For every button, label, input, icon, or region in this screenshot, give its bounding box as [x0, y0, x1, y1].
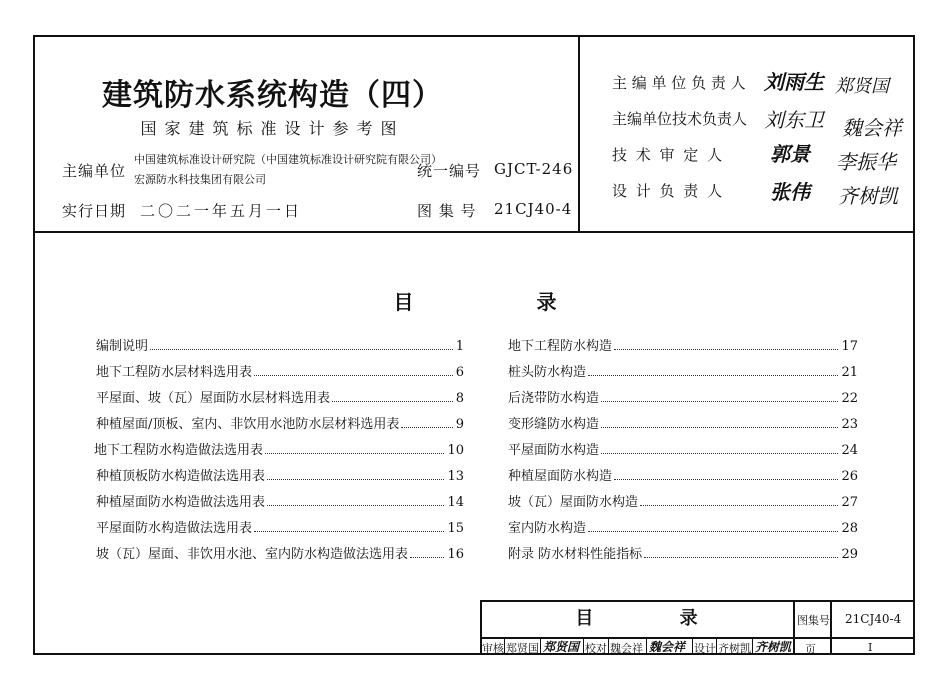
toc-leader: [588, 531, 838, 532]
toc-item-name: 坡（瓦）屋面、非饮用水池、室内防水构造做法选用表: [96, 547, 409, 562]
toc-leader: [150, 349, 453, 350]
toc-item[interactable]: [508, 335, 858, 355]
design-name: 齐树凯: [718, 642, 751, 655]
role-tech-head: 主编单位技术负责人: [612, 110, 748, 128]
toc-item-name: 坡（瓦）屋面防水构造: [508, 495, 639, 510]
toc-leader: [601, 427, 838, 428]
review-name: 郑贤国: [506, 642, 539, 655]
signature-tech-head: 刘东卫: [764, 108, 824, 132]
cell-divider: [540, 637, 541, 655]
toc-item[interactable]: [96, 491, 464, 511]
toc-item-page: 13: [447, 469, 464, 484]
cell-divider: [692, 637, 693, 655]
toc-leader: [644, 557, 838, 558]
role-design-head: 设 计 负 责 人: [612, 182, 723, 200]
toc-item-name: 种植屋面防水构造做法选用表: [96, 495, 266, 510]
toc-item-name: 种植屋面防水构造: [508, 469, 613, 484]
toc-item-page: 10: [447, 443, 464, 458]
toc-item-name: 后浇带防水构造: [508, 391, 600, 406]
toc-item-page: 28: [841, 521, 858, 536]
uniform-code-label: 统一编号: [417, 162, 482, 180]
check-label: 校对: [585, 642, 607, 655]
toc-leader: [588, 375, 838, 376]
toc-item-page: 26: [841, 469, 858, 484]
signature-design-head: 张伟: [770, 180, 810, 204]
toc-item[interactable]: [508, 491, 858, 511]
toc-left-column: [96, 335, 464, 563]
toc-leader: [254, 531, 444, 532]
toc-item-name: 平屋面防水构造: [508, 443, 600, 458]
toc-title: 目 录: [393, 290, 615, 314]
role-tech-review: 技 术 审 定 人: [612, 146, 723, 164]
signature-tech-review-2: 李振华: [836, 150, 896, 174]
toc-item[interactable]: [508, 413, 858, 433]
cell-divider: [646, 637, 647, 655]
editor-unit-1: 中国建筑标准设计研究院（中国建筑标准设计研究院有限公司）: [134, 153, 442, 166]
title-block-page-no: I: [868, 641, 873, 654]
toc-right-column: [508, 335, 858, 563]
check-signature: 魏会祥: [649, 640, 686, 654]
cell-divider: [504, 637, 505, 655]
header-divider: [33, 231, 915, 233]
cell-divider: [583, 637, 584, 655]
toc-item-name: 地下工程防水构造: [508, 339, 613, 354]
toc-item-name: 平屋面、坡（瓦）屋面防水层材料选用表: [96, 391, 331, 406]
title-block-atlas-label: 图集号: [797, 614, 830, 627]
toc-leader: [267, 505, 444, 506]
cell-divider: [752, 637, 753, 655]
toc-item-name: 种植屋面/顶板、室内、非饮用水池防水层材料选用表: [96, 417, 400, 432]
atlas-title: 建筑防水系统构造（四）: [102, 78, 443, 113]
check-name: 魏会祥: [610, 642, 643, 655]
toc-leader: [265, 453, 444, 454]
toc-item-page: 27: [841, 495, 858, 510]
toc-item-name: 变形缝防水构造: [508, 417, 600, 432]
toc-leader: [332, 401, 453, 402]
toc-leader: [640, 505, 838, 506]
toc-item-name: 种植顶板防水构造做法选用表: [96, 469, 266, 484]
title-block-divider: [793, 600, 795, 655]
toc-item-page: 16: [447, 547, 464, 562]
editor-unit-2: 宏源防水科技集团有限公司: [134, 173, 266, 186]
toc-item[interactable]: [508, 543, 858, 563]
toc-item-name: 桩头防水构造: [508, 365, 587, 380]
review-label: 审核: [482, 642, 504, 655]
title-block-sheet-title: 目 录: [575, 608, 738, 629]
toc-leader: [267, 479, 444, 480]
toc-item-page: 9: [455, 417, 464, 432]
toc-item[interactable]: [96, 543, 464, 563]
cell-divider: [608, 637, 609, 655]
toc-item-page: 8: [455, 391, 464, 406]
header-vertical-divider: [578, 35, 580, 232]
uniform-code: GJCT-246: [494, 160, 574, 178]
signature-chief-unit-head-2: 郑贤国: [835, 76, 889, 97]
toc-item-page: 23: [841, 417, 858, 432]
role-chief-unit-head: 主 编 单 位 负 责 人: [612, 74, 746, 92]
toc-leader: [254, 375, 453, 376]
toc-item-name: 编制说明: [96, 339, 149, 354]
atlas-no-label: 图 集 号: [417, 202, 477, 220]
toc-item-name: 室内防水构造: [508, 521, 587, 536]
toc-item-page: 17: [841, 339, 858, 354]
toc-item-name: 地下工程防水层材料选用表: [96, 365, 253, 380]
signature-chief-unit-head: 刘雨生: [764, 70, 824, 94]
toc-leader: [410, 557, 444, 558]
toc-leader: [401, 427, 452, 428]
toc-item[interactable]: [94, 439, 464, 459]
toc-item-page: 14: [447, 495, 464, 510]
effective-date: 二〇二一年五月一日: [140, 202, 303, 220]
toc-item-page: 15: [447, 521, 464, 536]
toc-item[interactable]: [508, 439, 858, 459]
atlas-no: 21CJ40-4: [494, 200, 573, 218]
toc-item[interactable]: [96, 361, 464, 381]
toc-item[interactable]: [508, 361, 858, 381]
toc-item[interactable]: [96, 335, 464, 355]
atlas-subtitle: 国家建筑标准设计参考图: [140, 119, 405, 138]
toc-item-page: 1: [455, 339, 464, 354]
toc-leader: [601, 401, 838, 402]
toc-item[interactable]: [96, 517, 464, 537]
toc-leader: [614, 349, 838, 350]
signature-tech-review: 郭景: [770, 142, 810, 166]
design-signature: 齐树凯: [755, 640, 792, 654]
toc-item[interactable]: [96, 465, 464, 485]
toc-item-page: 6: [455, 365, 464, 380]
toc-item[interactable]: [508, 387, 858, 407]
toc-item-name: 地下工程防水构造做法选用表: [94, 443, 264, 458]
title-block-atlas-no: 21CJ40-4: [845, 612, 902, 626]
signature-tech-head-2: 魏会祥: [842, 116, 902, 140]
design-label: 设计: [694, 642, 716, 655]
toc-item-name: 平屋面防水构造做法选用表: [96, 521, 253, 536]
review-signature: 郑贤国: [543, 640, 580, 654]
toc-item[interactable]: [96, 387, 464, 407]
toc-item-page: 22: [841, 391, 858, 406]
cell-divider: [716, 637, 717, 655]
title-block-divider: [830, 600, 832, 655]
toc-item[interactable]: [96, 413, 464, 433]
toc-item-name: 附录 防水材料性能指标: [508, 547, 643, 562]
toc-item[interactable]: [508, 517, 858, 537]
toc-item-page: 29: [841, 547, 858, 562]
toc-item-page: 21: [841, 365, 858, 380]
toc-item-page: 24: [841, 443, 858, 458]
date-label: 实行日期: [62, 202, 127, 220]
editor-unit-label: 主编单位: [62, 162, 127, 180]
title-block-page-label: 页: [805, 643, 816, 656]
toc-leader: [601, 453, 838, 454]
toc-item[interactable]: [508, 465, 858, 485]
signature-design-head-2: 齐树凯: [838, 184, 898, 208]
toc-leader: [614, 479, 838, 480]
